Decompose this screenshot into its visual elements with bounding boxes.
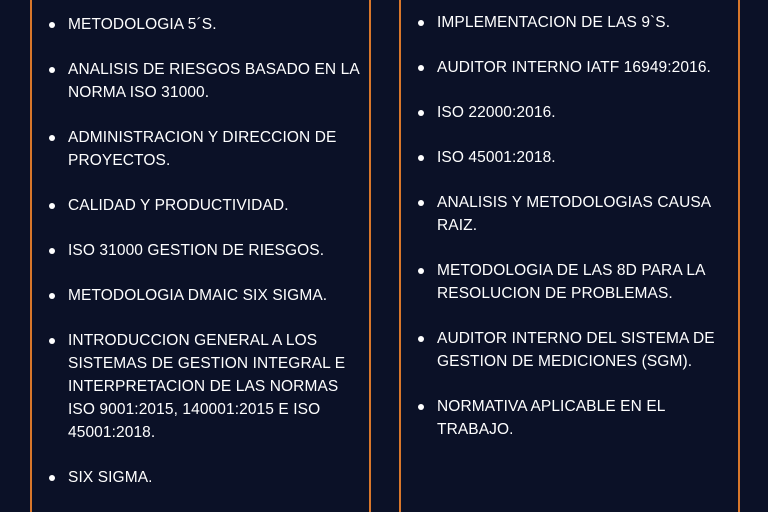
list-item bbox=[401, 327, 738, 373]
right-course-panel bbox=[399, 0, 740, 512]
bullet-icon bbox=[418, 65, 424, 71]
list-item bbox=[401, 259, 738, 305]
list-item bbox=[32, 58, 369, 104]
list-item-text: ISO 31000 GESTION DE RIESGOS. bbox=[68, 242, 325, 259]
list-item bbox=[32, 329, 369, 444]
list-item bbox=[32, 194, 369, 217]
list-item bbox=[32, 284, 369, 307]
left-course-list bbox=[32, 13, 369, 511]
list-item bbox=[401, 395, 738, 441]
bullet-icon bbox=[418, 336, 424, 342]
list-item bbox=[401, 56, 738, 79]
list-item-text: NORMATIVA APLICABLE EN EL TRABAJO. bbox=[437, 398, 665, 438]
list-item-text: METODOLOGIA DMAIC SIX SIGMA. bbox=[68, 287, 328, 304]
list-item-text: AUDITOR INTERNO DEL SISTEMA DE GESTION DE MEDICIONES (SGM). bbox=[437, 330, 715, 370]
list-item-text: INTRODUCCION GENERAL A LOS SISTEMAS DE GESTION INTEGRAL E INTERPRETACION DE LAS NORMAS ISO 9001:2015, 140001:2015 E ISO 45001:2018. bbox=[68, 332, 346, 441]
bullet-icon bbox=[49, 338, 55, 344]
bullet-icon bbox=[418, 200, 424, 206]
list-item-text: ADMINISTRACION Y DIRECCION DE PROYECTOS. bbox=[68, 129, 337, 169]
list-item-text: CALIDAD Y PRODUCTIVIDAD. bbox=[68, 197, 289, 214]
list-item bbox=[32, 239, 369, 262]
bullet-icon bbox=[49, 203, 55, 209]
list-item bbox=[401, 11, 738, 34]
bullet-icon bbox=[418, 404, 424, 410]
list-item bbox=[32, 126, 369, 172]
list-item-text: ISO 22000:2016. bbox=[437, 104, 556, 121]
list-item-text: IMPLEMENTACION DE LAS 9`S. bbox=[437, 14, 671, 31]
bullet-icon bbox=[418, 268, 424, 274]
list-item-text: METODOLOGIA 5´S. bbox=[68, 16, 217, 33]
bullet-icon bbox=[49, 135, 55, 141]
list-item-text: ISO 45001:2018. bbox=[437, 149, 556, 166]
list-item bbox=[401, 146, 738, 169]
list-item-text: SIX SIGMA. bbox=[68, 469, 153, 486]
right-course-list bbox=[401, 11, 738, 463]
bullet-icon bbox=[418, 20, 424, 26]
list-item bbox=[32, 466, 369, 489]
list-item-text: ANALISIS Y METODOLOGIAS CAUSA RAIZ. bbox=[437, 194, 711, 234]
list-item-text: AUDITOR INTERNO IATF 16949:2016. bbox=[437, 59, 711, 76]
list-item-text: ANALISIS DE RIESGOS BASADO EN LA NORMA ISO 31000. bbox=[68, 61, 359, 101]
bullet-icon bbox=[49, 22, 55, 28]
bullet-icon bbox=[49, 293, 55, 299]
list-item bbox=[32, 13, 369, 36]
list-item bbox=[401, 101, 738, 124]
bullet-icon bbox=[49, 67, 55, 73]
bullet-icon bbox=[49, 475, 55, 481]
list-item bbox=[401, 191, 738, 237]
bullet-icon bbox=[49, 248, 55, 254]
bullet-icon bbox=[418, 110, 424, 116]
left-course-panel bbox=[30, 0, 371, 512]
list-item-text: METODOLOGIA DE LAS 8D PARA LA RESOLUCION DE PROBLEMAS. bbox=[437, 262, 705, 302]
bullet-icon bbox=[418, 155, 424, 161]
